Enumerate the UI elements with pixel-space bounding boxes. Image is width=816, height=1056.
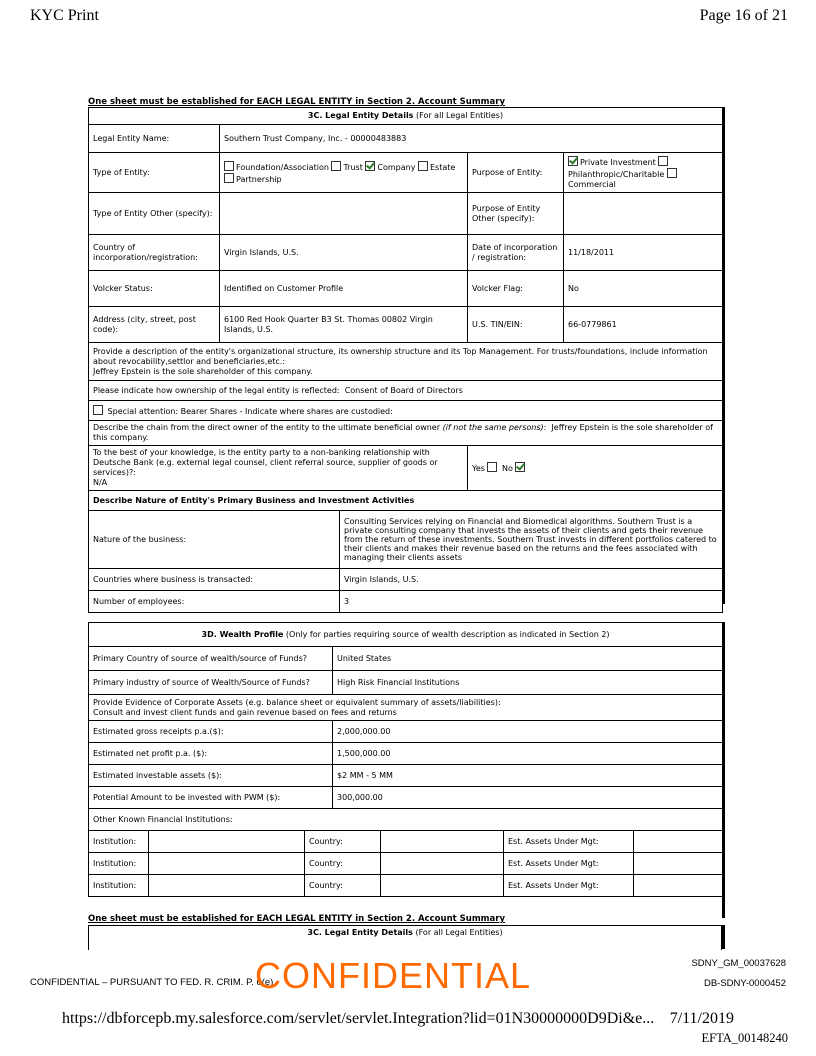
confidential-watermark: CONFIDENTIAL xyxy=(255,955,532,996)
checkbox-company[interactable] xyxy=(365,161,375,171)
gross-receipts-value: 2,000,000.00 xyxy=(333,721,723,743)
investable-assets-value: $2 MM - 5 MM xyxy=(333,765,723,787)
checkbox-yes[interactable] xyxy=(487,462,497,472)
checkbox-partnership[interactable] xyxy=(224,173,234,183)
confidential-notice: CONFIDENTIAL – PURSUANT TO FED. R. CRIM. P. 6(e) xyxy=(30,977,274,988)
legal-entity-details-table xyxy=(88,107,723,613)
employees-label: Number of employees: xyxy=(89,591,340,613)
net-profit-value: 1,500,000.00 xyxy=(333,743,723,765)
net-profit-label: Estimated net profit p.a. ($): xyxy=(89,743,333,765)
purpose-other-label: Purpose of Entity Other (specify): xyxy=(468,193,564,235)
legal-entity-name-label: Legal Entity Name: xyxy=(89,125,220,153)
countries-transacted-value: Virgin Islands, U.S. xyxy=(340,569,723,591)
potential-amount-value: 300,000.00 xyxy=(333,787,723,809)
non-banking-relationship: To the best of your knowledge, is the entity party to a non-banking relationship with Deutsche Bank (e.g. external legal counsel, client referral source, supplier of goods or services)?: N/A xyxy=(89,446,468,491)
primary-country-label: Primary Country of source of wealth/source of Funds? xyxy=(89,647,333,671)
legal-entity-name-value: Southern Trust Company, Inc. - 00000483883 xyxy=(220,125,723,153)
legal-entity-details-table-continued xyxy=(88,925,722,950)
country-of-incorporation-label: Country of incorporation/registration: xyxy=(89,235,220,271)
primary-industry-label: Primary industry of source of Wealth/Source of Funds? xyxy=(89,671,333,695)
volcker-status-label: Volcker Status: xyxy=(89,271,220,307)
legal-entity-note-repeat: One sheet must be established for EACH LEGAL ENTITY in Section 2. Account Summary xyxy=(88,914,506,924)
country-of-incorporation-value: Virgin Islands, U.S. xyxy=(220,235,468,271)
date-of-incorporation-value: 11/18/2011 xyxy=(564,235,723,271)
bates-number-1: SDNY_GM_00037628 xyxy=(691,958,786,969)
tin-label: U.S. TIN/EIN: xyxy=(468,307,564,343)
print-header-title: KYC Print xyxy=(30,7,99,24)
investable-assets-label: Estimated investable assets ($): xyxy=(89,765,333,787)
nature-of-business-value: Consulting Services relying on Financial and Biomedical algorithms. Southern Trust is a private consulting company that invests the assets of their clients and gets their revenue from the return of these investments. Southern Trust invests in different portfolios catered to their clients and makes their revenue based on the returns and the fees associated with managing their clients assets xyxy=(340,511,723,569)
print-date: 7/11/2019 xyxy=(669,1010,734,1027)
type-of-entity-options: Foundation/Association Trust Company Estate Partnership xyxy=(220,153,468,193)
potential-amount-label: Potential Amount to be invested with PWM ($): xyxy=(89,787,333,809)
purpose-of-entity-options: Private Investment Philanthropic/Charitable Commercial xyxy=(564,153,723,193)
other-institutions-label: Other Known Financial Institutions: xyxy=(89,809,723,831)
section-3c-title-repeat: 3C. Legal Entity Details (For all Legal Entities) xyxy=(89,926,722,940)
section-3c-title: 3C. Legal Entity Details (For all Legal Entities) xyxy=(89,108,723,125)
nature-heading: Describe Nature of Entity's Primary Business and Investment Activities xyxy=(89,491,723,511)
beneficial-owner-chain: Describe the chain from the direct owner of the entity to the ultimate beneficial owner (if not the same persons): Jeffrey Epstein is the sole shareholder of this company. xyxy=(89,421,723,446)
wealth-profile-table xyxy=(88,622,723,897)
page-number: Page 16 of 21 xyxy=(699,7,788,24)
efta-number: EFTA_00148240 xyxy=(701,1031,788,1045)
checkbox-commercial[interactable] xyxy=(667,168,677,178)
table-shadow xyxy=(722,622,725,918)
table-shadow xyxy=(722,107,725,604)
structure-description: Provide a description of the entity's organizational structure, its ownership structure and its Top Management. For trusts/foundations, include information about revocability,settlor and beneficiaries,etc.: Jeffrey Epstein is the sole shareholder of this company. xyxy=(89,343,723,381)
print-url: https://dbforcepb.my.salesforce.com/servlet/servlet.Integration?lid=01N30000000D9Di&e... xyxy=(62,1010,655,1027)
ownership-reflected: Please indicate how ownership of the legal entity is reflected: Consent of Board of Directors xyxy=(89,381,723,401)
institution-row: Institution: Country: Est. Assets Under Mgt: xyxy=(89,831,723,853)
date-of-incorporation-label: Date of incorporation / registration: xyxy=(468,235,564,271)
volcker-flag-value: No xyxy=(564,271,723,307)
checkbox-private-investment[interactable] xyxy=(568,156,578,166)
gross-receipts-label: Estimated gross receipts p.a.($): xyxy=(89,721,333,743)
section-3d-title: 3D. Wealth Profile (Only for parties requiring source of wealth description as indicated in Section 2) xyxy=(89,623,723,647)
bates-number-2: DB-SDNY-0000452 xyxy=(703,978,786,989)
bearer-shares: Special attention: Bearer Shares - Indicate where shares are custodied: xyxy=(89,401,723,421)
checkbox-foundation[interactable] xyxy=(224,161,234,171)
checkbox-philanthropic[interactable] xyxy=(658,156,668,166)
tin-value: 66-0779861 xyxy=(564,307,723,343)
corporate-assets-evidence: Provide Evidence of Corporate Assets (e.g. balance sheet or equivalent summary of assets/liabilities): Consult and invest client funds and gain revenue based on fees and returns xyxy=(89,695,723,721)
primary-industry-value: High Risk Financial Institutions xyxy=(333,671,723,695)
institution-row: Institution: Country: Est. Assets Under Mgt: xyxy=(89,875,723,897)
purpose-other-value xyxy=(564,193,723,235)
address-value: 6100 Red Hook Quarter B3 St. Thomas 00802 Virgin Islands, U.S. xyxy=(220,307,468,343)
checkbox-no[interactable] xyxy=(515,462,525,472)
type-other-label: Type of Entity Other (specify): xyxy=(89,193,220,235)
countries-transacted-label: Countries where business is transacted: xyxy=(89,569,340,591)
type-of-entity-label: Type of Entity: xyxy=(89,153,220,193)
volcker-flag-label: Volcker Flag: xyxy=(468,271,564,307)
type-other-value xyxy=(220,193,468,235)
checkbox-estate[interactable] xyxy=(418,161,428,171)
purpose-of-entity-label: Purpose of Entity: xyxy=(468,153,564,193)
institution-row: Institution: Country: Est. Assets Under Mgt: xyxy=(89,853,723,875)
primary-country-value: United States xyxy=(333,647,723,671)
checkbox-trust[interactable] xyxy=(331,161,341,171)
table-shadow xyxy=(722,925,725,949)
non-banking-answer: Yes No xyxy=(468,446,723,491)
checkbox-bearer-shares[interactable] xyxy=(93,405,103,415)
employees-value: 3 xyxy=(340,591,723,613)
nature-of-business-label: Nature of the business: xyxy=(89,511,340,569)
volcker-status-value: Identified on Customer Profile xyxy=(220,271,468,307)
address-label: Address (city, street, post code): xyxy=(89,307,220,343)
legal-entity-note: One sheet must be established for EACH LEGAL ENTITY in Section 2. Account Summary xyxy=(88,97,506,107)
